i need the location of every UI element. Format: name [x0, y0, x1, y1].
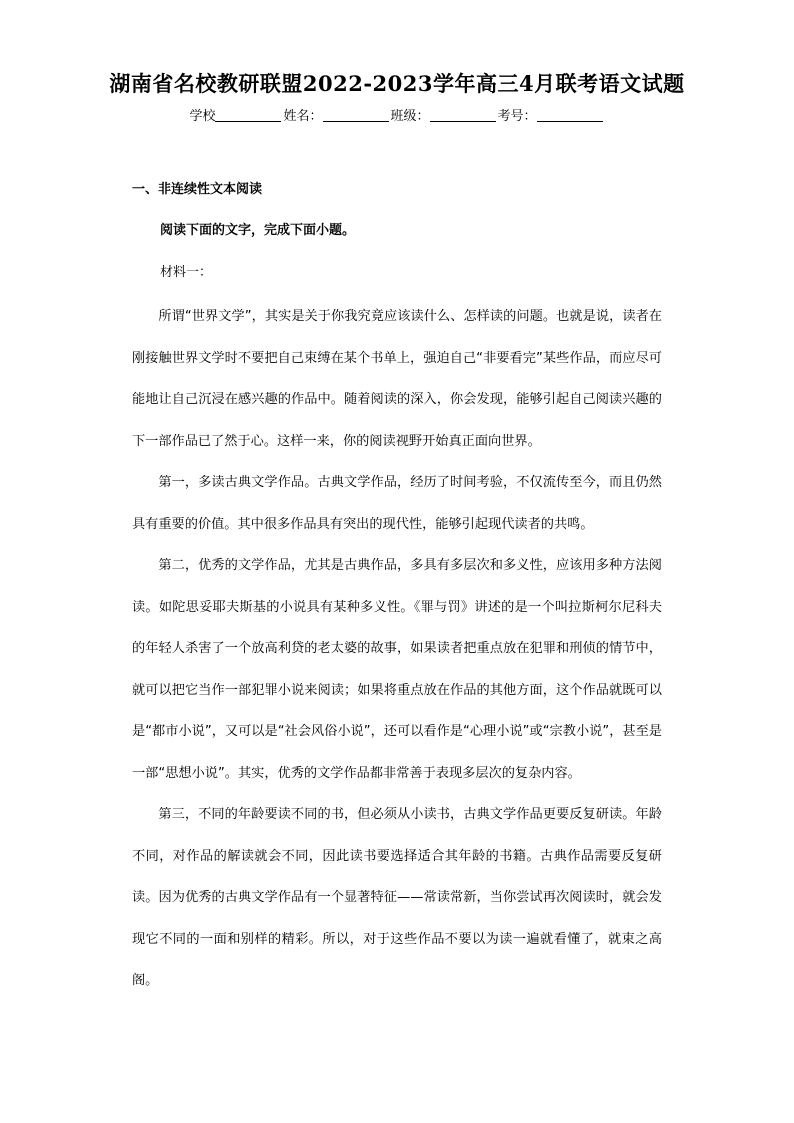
material-label: 材料一：: [160, 265, 213, 280]
section-heading: 一、非连续性文本阅读: [132, 182, 263, 197]
page-title: 湖南省名校教研联盟2022-2023学年高三4月联考语文试题: [109, 71, 685, 96]
class-label: 班级：: [390, 109, 430, 124]
paragraph: 所谓“世界文学”，其实是关于你我究竟应该读什么、怎样读的问题。也就是说，读者在刚接触世界文学时不要把自己束缚在某个书单上，强迫自己“非要看完”某些作品，而应尽可能地让自己沉浸在感兴趣的作品中。随着阅读的深入，你会发现，能够引起自己阅读兴趣的下一部作品已了然于心。这样一来，你的阅读视野开始真正面向世界。: [132, 309, 662, 449]
paragraph: 第三，不同的年龄要读不同的书，但必须从小读书，古典文学作品更要反复研读。年龄不同，对作品的解读就会不同，因此读书要选择适合其年龄的书籍。古典作品需要反复研读。因为优秀的古典文学作品有一个显著特征——常读常新，当你尝试再次阅读时，就会发现它不同的一面和别样的精彩。所以，对于这些作品不要以为读一遍就看懂了，就束之高阁。: [132, 807, 662, 988]
school-blank: [215, 108, 281, 122]
exam-no-blank: [537, 108, 603, 122]
name-blank: [323, 108, 389, 122]
name-label: 姓名：: [283, 109, 323, 124]
paragraph: 第二，优秀的文学作品，尤其是古典作品，多具有多层次和多义性，应该用多种方法阅读。如陀思妥耶夫斯基的小说具有某种多义性。《罪与罚》讲述的是一个叫拉斯柯尔尼科夫的年轻人杀害了一个放高利贷的老太婆的故事，如果读者把重点放在犯罪和刑侦的情节中，就可以把它当作一部犯罪小说来阅读；如果将重点放在作品的其他方面，这个作品就既可以是“都市小说”，又可以是“社会风俗小说”，还可以看作是“心理小说”或“宗教小说”，甚至是一部“思想小说”。其实，优秀的文学作品都非常善于表现多层次的复杂内容。: [132, 558, 662, 781]
article-body: [132, 296, 662, 1002]
instruction: 阅读下面的文字，完成下面小题。: [160, 223, 356, 238]
student-info-line: [0, 105, 794, 124]
class-blank: [430, 108, 496, 122]
exam-no-label: 考号：: [497, 109, 537, 124]
school-label: 学校: [189, 109, 216, 124]
paragraph: 第一，多读古典文学作品。古典文学作品，经历了时间考验，不仅流传至今，而且仍然具有重要的价值。其中很多作品具有突出的现代性，能够引起现代读者的共鸣。: [132, 475, 662, 532]
